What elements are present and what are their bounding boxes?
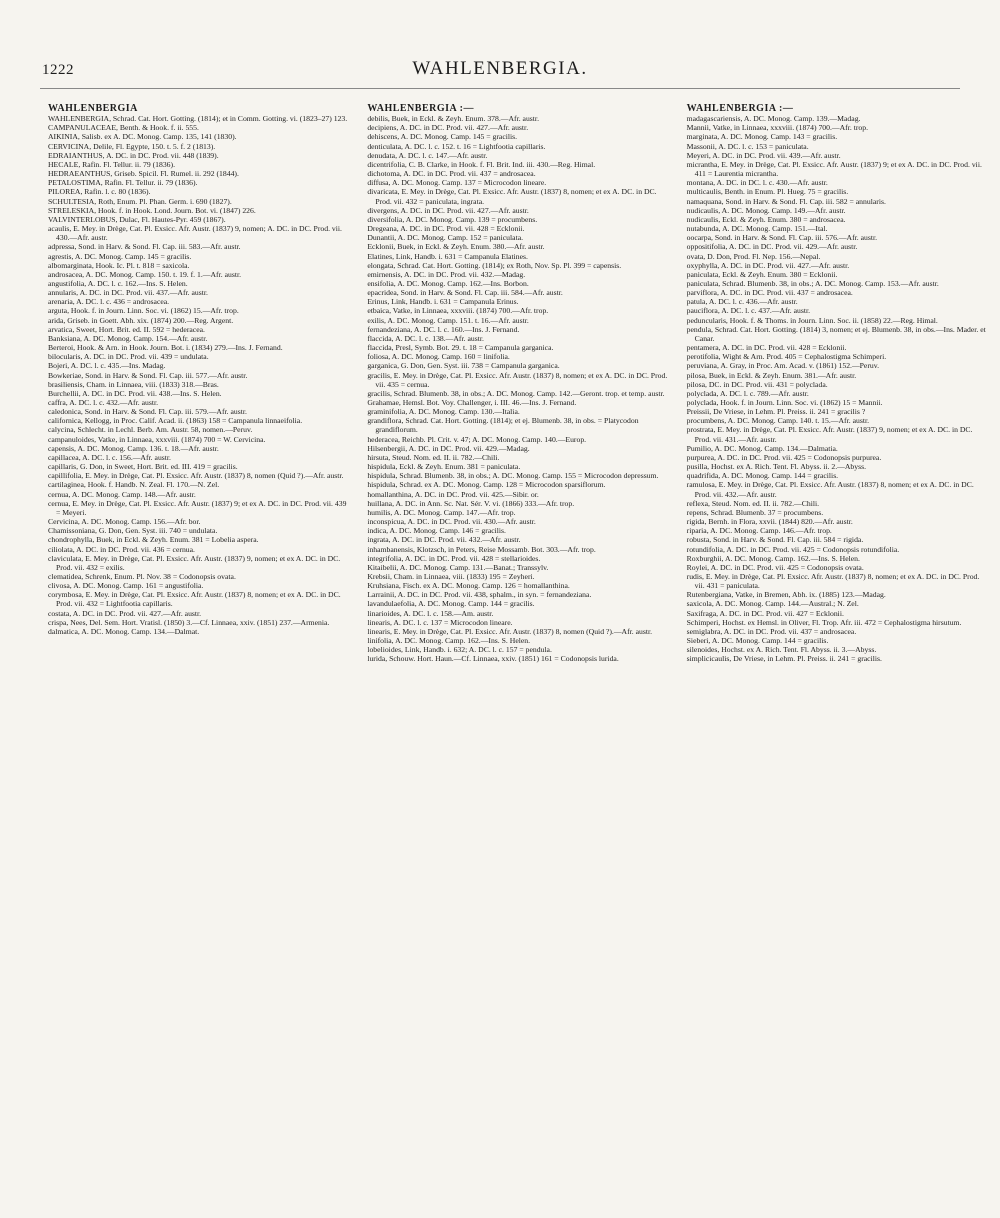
index-entry: dalmatica, A. DC. Monog. Camp. 134.—Dalmat.	[48, 626, 200, 636]
index-entry: Larrainii, A. DC. in DC. Prod. vii. 438, sphalm., in syn. = fernandeziana.	[367, 590, 592, 600]
index-entry: clematidea, Schrenk, Enum. Pl. Nov. 38 = Codonopsis ovata.	[48, 571, 236, 581]
index-entry: adpressa, Sond. in Harv. & Sond. Fl. Cap. iii. 583.—Afr. austr.	[48, 242, 241, 252]
index-entry: homallanthina, A. DC. in DC. Prod. vii. 425.—Sibir. or.	[367, 489, 539, 499]
index-entry: prostrata, E. Mey. in Drège, Cat. Pl. Exsicc. Afr. Austr. (1837) 9, nomen; et ex A. DC. in DC. Prod. vii. 431.—Afr. austr.	[686, 425, 973, 444]
index-entry: angustifolia, A. DC. l. c. 162.—Ins. S. Helen.	[48, 278, 188, 288]
index-entry: Sieberi, A. DC. Monog. Camp. 144 = gracilis.	[686, 636, 829, 646]
index-entry: denudata, A. DC. l. c. 147.—Afr. austr.	[367, 150, 488, 160]
index-entry: oxyphylla, A. DC. in DC. Prod. vii. 427.—Afr. austr.	[686, 260, 850, 270]
index-entry: Burchellii, A. DC. in DC. Prod. vii. 438.—Ins. S. Helen.	[48, 388, 222, 398]
index-entry: divaricata, E. Mey. in Drège, Cat. Pl. Exsicc. Afr. Austr. (1837) 8, nomen; et ex A. DC. in DC. Prod. vii. 432 = paniculata, ingrata.	[367, 187, 657, 206]
index-entry: nudicaulis, Eckl. & Zeyh. Enum. 380 = androsacea.	[686, 214, 846, 224]
index-entry: repens, Schrad. Blumenb. 37 = procumbens.	[686, 507, 824, 517]
index-entry: lurida, Schouw. Hort. Haun.—Cf. Linnaea, xxiv. (1851) 161 = Codonopsis lurida.	[367, 654, 619, 664]
index-entry: patula, A. DC. l. c. 436.—Afr. austr.	[686, 297, 798, 307]
index-entry: polyclada, Hook. f. in Journ. Linn. Soc. vi. (1862) 15 = Mannii.	[686, 398, 883, 407]
index-entry: integrifolia, A. DC. in DC. Prod. vii. 428 = stellarioides.	[367, 553, 541, 563]
index-entry: Pumilio, A. DC. Monog. Camp. 134.—Dalmatia.	[686, 443, 838, 453]
index-entry: simplicicaulis, De Vriese, in Lehm. Pl. Preiss. ii. 241 = gracilis.	[686, 654, 882, 664]
index-entry: Banksiana, A. DC. Monog. Camp. 154.—Afr. austr.	[48, 333, 208, 343]
index-entry: marginata, A. DC. Monog. Camp. 143 = gracilis.	[686, 132, 838, 142]
index-entry: Krebsii, Cham. in Linnaea, viii. (1833) 195 = Zeyheri.	[367, 571, 535, 581]
index-entry: californica, Kellogg, in Proc. Calif. Acad. ii. (1863) 158 = Campanula linnaeifolia.	[48, 416, 303, 426]
index-entry: graminifolia, A. DC. Monog. Camp. 130.—Italia.	[367, 407, 520, 417]
index-entry: huillana, A. DC. in Ann. Sc. Nat. Sér. V. vi. (1866) 333.—Afr. trop.	[367, 498, 575, 508]
column-heading: WAHLENBERGIA	[48, 103, 138, 114]
index-entry: Mannii, Vatke, in Linnaea, xxxviii. (1874) 700.—Afr. trop.	[686, 123, 868, 133]
index-entry: riparia, A. DC. Monog. Camp. 146.—Afr. trop.	[686, 526, 832, 536]
index-entry: denticulata, A. DC. l. c. 152. t. 16 = Lightfootia capillaris.	[367, 141, 546, 151]
index-entry: rigida, Bernh. in Flora, xxvii. (1844) 820.—Afr. austr.	[686, 517, 853, 527]
index-entry: paniculata, Schrad. Blumenb. 38, in obs.; A. DC. Monog. Camp. 153.—Afr. austr.	[686, 278, 939, 288]
index-entry: WAHLENBERGIA, Schrad. Cat. Hort. Gotting. (1814); et in Comm. Gotting. vi. (1823–27) 123.	[48, 114, 348, 124]
index-entry: micrantha, E. Mey. in Drège, Cat. Pl. Exsicc. Afr. Austr. (1837) 9; et ex A. DC. in DC. Prod. vii. 411 = Laurentia micrantha.	[686, 159, 982, 179]
index-entry: garganica, G. Don, Gen. Syst. iii. 738 = Campanula garganica.	[367, 361, 560, 371]
index-entry: ensifolia, A. DC. Monog. Camp. 162.—Ins. Borbon.	[367, 278, 529, 288]
index-entry: gracilis, Schrad. Blumenb. 38, in obs.; A. DC. Monog. Camp. 142.—Geront. trop. et temp. austr.	[367, 388, 665, 398]
index-entry: Dregeana, A. DC. in DC. Prod. vii. 428 = Ecklonii.	[367, 224, 525, 234]
index-entry: Preissii, De Vriese, in Lehm. Pl. Preiss. ii. 241 = gracilis ?	[686, 407, 866, 417]
running-head: WAHLENBERGIA.	[412, 58, 588, 79]
index-entry: Bojeri, A. DC. l. c. 435.—Ins. Madag.	[48, 361, 166, 371]
index-entry: CERVICINA, Delile, Fl. Egypte, 150. t. 5. f. 2 (1813).	[48, 141, 216, 151]
index-entry: flaccida, A. DC. l. c. 138.—Afr. austr.	[367, 333, 484, 343]
index-entry: CAMPANULACEAE, Benth. & Hook. f. ii. 555.	[48, 123, 199, 133]
index-entry: diversifolia, A. DC. Monog. Camp. 139 = procumbens.	[367, 214, 538, 224]
index-entry: ciliolata, A. DC. in DC. Prod. vii. 436 = cernua.	[48, 544, 195, 554]
index-entry: arenaria, A. DC. l. c. 436 = androsacea.	[48, 297, 170, 307]
index-entry: linifolia, A. DC. Monog. Camp. 162.—Ins. S. Helen.	[367, 636, 531, 646]
index-entry: annularis, A. DC. in DC. Prod. vii. 437.—Afr. austr.	[48, 288, 208, 298]
index-entry: albomarginata, Hook. Ic. Pl. t. 818 = saxicola.	[48, 260, 190, 270]
index-entry: rudis, E. Mey. in Drège, Cat. Pl. Exsicc. Afr. Austr. (1837) 8, nomen; et ex A. DC. in DC. Prod. vii. 431 = paniculata.	[686, 571, 980, 591]
index-entry: Dunantii, A. DC. Monog. Camp. 152 = paniculata.	[367, 233, 524, 243]
header-rule	[40, 88, 960, 89]
index-entry: perotifolia, Wight & Arn. Prod. 405 = Cephalostigma Schimperi.	[686, 352, 887, 362]
index-entry: foliosa, A. DC. Monog. Camp. 160 = linifolia.	[367, 352, 510, 362]
index-entry: arguta, Hook. f. in Journ. Linn. Soc. vi. (1862) 15.—Afr. trop.	[48, 306, 239, 316]
index-entry: grandiflora, Schrad. Cat. Hort. Gotting. (1814); et ej. Blumenb. 38, in obs. = Platycodon grandiflorum.	[367, 416, 639, 435]
index-entry: ingrata, A. DC. in DC. Prod. vii. 432.—Afr. austr.	[367, 535, 521, 545]
index-entry: nudicaulis, A. DC. Monog. Camp. 149.—Afr. austr.	[686, 205, 846, 215]
index-entry: capillacea, A. DC. l. c. 156.—Afr. austr.	[48, 452, 171, 462]
index-entry: EDRAIANTHUS, A. DC. in DC. Prod. vii. 448 (1839).	[48, 150, 219, 160]
index-entry: hederacea, Reichb. Pl. Crit. v. 47; A. DC. Monog. Camp. 140.—Europ.	[367, 434, 587, 444]
index-entry: brasiliensis, Cham. in Linnaea, viii. (1833) 318.—Bras.	[48, 379, 219, 389]
index-entry: divergens, A. DC. in DC. Prod. vii. 427.—Afr. austr.	[367, 205, 529, 215]
index-entry: Ecklonii, Buek, in Eckl. & Zeyh. Enum. 380.—Afr. austr.	[367, 242, 545, 252]
index-entry: emirnensis, A. DC. in DC. Prod. vii. 432.—Madag.	[367, 269, 526, 279]
index-entry: SCHULTESIA, Roth, Enum. Pl. Phan. Germ. i. 690 (1827).	[48, 196, 232, 206]
index-entry: Elatines, Link, Handb. i. 631 = Campanula Elatines.	[367, 251, 528, 261]
index-entry: etbaica, Vatke, in Linnaea, xxxviii. (1874) 700.—Afr. trop.	[367, 306, 549, 316]
index-entry: caledonica, Sond. in Harv. & Sond. Fl. Cap. iii. 579.—Afr. austr.	[48, 407, 247, 417]
index-entry: lobelioides, Link, Handb. i. 632; A. DC. l. c. 157 = pendula.	[367, 645, 552, 655]
index-entry: hispidula, Schrad. ex A. DC. Monog. Camp. 128 = Microcodon sparsiflorum.	[367, 480, 606, 490]
index-entry: pilosa, DC. in DC. Prod. vii. 431 = polyclada.	[686, 379, 828, 389]
index-entry: cernua, A. DC. Monog. Camp. 148.—Afr. austr.	[48, 489, 196, 499]
index-entry: reflexa, Steud. Nom. ed. II. ii. 782.—Chili.	[686, 498, 820, 508]
index-entry: Chamissoniana, G. Don, Gen. Syst. iii. 740 = undulata.	[48, 526, 218, 536]
index-entry: diffusa, A. DC. Monog. Camp. 137 = Microcodon lineare.	[367, 178, 547, 188]
index-entry: inconspicua, A. DC. in DC. Prod. vii. 430.—Afr. austr.	[367, 517, 536, 527]
index-entry: capensis, A. DC. Monog. Camp. 136. t. 18.—Afr. austr.	[48, 443, 219, 453]
index-entry: Berteroi, Hook. & Arn. in Hook. Journ. Bot. i. (1834) 279.—Ins. J. Fernand.	[48, 343, 283, 353]
index-entry: Massonii, A. DC. l. c. 153 = paniculata.	[686, 141, 809, 151]
index-entry: montana, A. DC. in DC. l. c. 430.—Afr. austr.	[686, 178, 828, 188]
index-entry: multicaulis, Benth. in Enum. Pl. Hueg. 75 = gracilis.	[686, 187, 849, 197]
index-entry: namaquana, Sond. in Harv. & Sond. Fl. Cap. iii. 582 = annularis.	[686, 196, 886, 206]
index-entry: capillaris, G. Don, in Sweet, Hort. Brit. ed. III. 419 = gracilis.	[48, 462, 238, 472]
index-entry: claviculata, E. Mey. in Drège, Cat. Pl. Exsicc. Afr. Austr. (1837) 9, nomen; et ex A. DC. in DC. Prod. vii. 432 = exilis.	[48, 553, 341, 572]
index-entry: purpurea, A. DC. in DC. Prod. vii. 425 = Codonopsis purpurea.	[686, 452, 882, 462]
index-entry: capillifolia, E. Mey. in Drège, Cat. Pl. Exsicc. Afr. Austr. (1837) 8, nomen (Quid ?).—Afr. austr.	[48, 471, 344, 481]
column-2	[367, 104, 668, 664]
index-entry: Kruhsiana, Fisch. ex A. DC. Monog. Camp. 126 = homallanthina.	[367, 581, 570, 591]
index-entry: pendula, Schrad. Cat. Hort. Gotting. (1814) 3, nomen; et ej. Blumenb. 38, in obs.—Ins. Mader. et Canar.	[686, 324, 986, 343]
index-entry: HECALE, Rafin. Fl. Tellur. ii. 79 (1836).	[48, 159, 176, 169]
index-entry: VALVINTERLOBUS, Dulac, Fl. Hautes-Pyr. 459 (1867).	[48, 214, 226, 224]
index-entry: indica, A. DC. Monog. Camp. 146 = gracilis.	[367, 526, 506, 536]
column-3	[687, 104, 988, 664]
index-entry: HEDRAEANTHUS, Griseb. Spicil. Fl. Rumel. ii. 292 (1844).	[48, 169, 239, 179]
index-entry: Erinus, Link, Handb. i. 631 = Campanula Erinus.	[367, 297, 519, 307]
index-entry: Rutenbergiana, Vatke, in Bremen, Abh. ix. (1885) 123.—Madag.	[686, 590, 886, 600]
index-entry: humilis, A. DC. Monog. Camp. 147.—Afr. trop.	[367, 507, 516, 517]
index-entry: gracilis, E. Mey. in Drège, Cat. Pl. Exsicc. Afr. Austr. (1837) 8, nomen; et ex A. DC. in DC. Prod. vii. 435 = cernua.	[367, 370, 668, 389]
index-entry: semiglabra, A. DC. in DC. Prod. vii. 437 = androsacea.	[686, 626, 857, 636]
column-heading: WAHLENBERGIA :—	[686, 103, 794, 114]
index-entry: procumbens, A. DC. Monog. Camp. 140. t. 15.—Afr. austr.	[686, 416, 870, 426]
index-entry: decipiens, A. DC. in DC. Prod. vii. 427.—Afr. austr.	[367, 123, 529, 133]
index-entry: arvatica, Sweet, Hort. Brit. ed. II. 592 = hederacea.	[48, 324, 205, 334]
index-entry: dicentrifolia, C. B. Clarke, in Hook. f. Fl. Brit. Ind. iii. 430.—Reg. Himal.	[367, 159, 596, 169]
index-entry: peruviana, A. Gray, in Proc. Am. Acad. v. (1861) 152.—Peruv.	[686, 361, 880, 371]
index-entry: androsacea, A. DC. Monog. Camp. 150. t. 19. f. 1.—Afr. austr.	[48, 269, 242, 279]
index-entry: Schimperi, Hochst. ex Hemsl. in Oliver, Fl. Trop. Afr. iii. 472 = Cephalostigma hirsutum.	[686, 617, 962, 627]
index-entry: ovata, D. Don, Prod. Fl. Nep. 156.—Nepal.	[686, 251, 821, 261]
index-entry: campanuloides, Vatke, in Linnaea, xxxviii. (1874) 700 = W. Cervicina.	[48, 434, 266, 444]
index-entry: nutabunda, A. DC. Monog. Camp. 151.—Ital.	[686, 224, 828, 234]
index-entry: silenoides, Hochst. ex A. Rich. Tent. Fl. Abyss. ii. 3.—Abyss.	[686, 645, 877, 655]
index-entry: lavandulaefolia, A. DC. Monog. Camp. 144 = gracilis.	[367, 599, 535, 609]
index-entry: Grahamae, Hemsl. Bot. Voy. Challenger, i. III. 46.—Ins. J. Fernand.	[367, 398, 577, 407]
index-entry: linearis, A. DC. l. c. 137 = Microcodon lineare.	[367, 617, 513, 627]
index-entry: exilis, A. DC. Monog. Camp. 151. t. 16.—Afr. austr.	[367, 315, 529, 325]
index-entry: acaulis, E. Mey. in Drège, Cat. Pl. Exsicc. Afr. Austr. (1837) 9, nomen; A. DC. in DC. Prod. vii. 430.—Afr. austr.	[48, 224, 342, 243]
index-entry: dehiscens, A. DC. Monog. Camp. 145 = gracilis.	[367, 132, 518, 142]
index-entry: costata, A. DC. in DC. Prod. vii. 427.—Afr. austr.	[48, 608, 202, 618]
index-entry: Saxifraga, A. DC. in DC. Prod. vii. 427 = Ecklonii.	[686, 608, 844, 618]
index-entry: calycina, Schlecht. in Lechl. Berb. Am. Austr. 58, nomen.—Peruv.	[48, 425, 253, 435]
index-entry: paniculata, Eckl. & Zeyh. Enum. 380 = Ecklonii.	[686, 269, 838, 279]
index-entry: cernua, E. Mey. in Drège, Cat. Pl. Exsicc. Afr. Austr. (1837) 9; et ex A. DC. in DC. Prod. vii. 439 = Meyeri.	[48, 498, 347, 517]
index-entry: linearis, E. Mey. in Drège, Cat. Pl. Exsicc. Afr. Austr. (1837) 8, nomen (Quid ?).—Afr. austr.	[367, 626, 653, 636]
index-entry: pauciflora, A. DC. l. c. 437.—Afr. austr.	[686, 306, 811, 316]
index-entry: parviflora, A. DC. in DC. Prod. vii. 437 = androsacea.	[686, 288, 853, 298]
index-entry: Bowkeriae, Sond. in Harv. & Sond. Fl. Cap. iii. 577.—Afr. austr.	[48, 370, 248, 380]
index-entry: quadrifida, A. DC. Monog. Camp. 144 = gracilis.	[686, 471, 839, 481]
index-entry: oppositifolia, A. DC. in DC. Prod. vii. 429.—Afr. austr.	[686, 242, 858, 252]
index-entry: rotundifolia, A. DC. in DC. Prod. vii. 425 = Codonopsis rotundifolia.	[686, 544, 900, 554]
index-entry: Kitaibelii, A. DC. Monog. Camp. 131.—Banat.; Transsylv.	[367, 562, 549, 572]
index-entry: crispa, Nees, Del. Sem. Hort. Vratisl. (1850) 3.—Cf. Linnaea, xxiv. (1851) 237.—Armenia.	[48, 617, 330, 627]
index-entry: ramulosa, E. Mey. in Drège, Cat. Pl. Exsicc. Afr. Austr. (1837) 8, nomen; et ex A. DC. in DC. Prod. vii. 432.—Afr. austr.	[686, 480, 974, 499]
index-entry: peduncularis, Hook. f. & Thoms. in Journ. Linn. Soc. ii. (1858) 22.—Reg. Himal.	[686, 315, 938, 325]
index-entry: Roylei, A. DC. in DC. Prod. vii. 425 = Codonopsis ovata.	[686, 562, 864, 572]
index-entry: dichotoma, A. DC. in DC. Prod. vii. 437 = androsacea.	[367, 169, 536, 179]
index-entry: elongata, Schrad. Cat. Hort. Gotting. (1814); ex Roth, Nov. Sp. Pl. 399 = capensis.	[367, 260, 622, 270]
index-entry: fernandeziana, A. DC. l. c. 160.—Ins. J. Fernand.	[367, 324, 520, 334]
index-entry: oocarpa, Sond. in Harv. & Sond. Fl. Cap. iii. 576.—Afr. austr.	[686, 233, 878, 243]
index-entry: Roxburghii, A. DC. Monog. Camp. 162.—Ins. S. Helen.	[686, 553, 860, 563]
index-entry: arida, Griseb. in Goett. Abh. xix. (1874) 200.—Reg. Argent.	[48, 315, 234, 325]
index-entry: madagascariensis, A. DC. Monog. Camp. 139.—Madag.	[686, 114, 861, 124]
index-entry: clivosa, A. DC. Monog. Camp. 161 = angustifolia.	[48, 581, 204, 591]
index-entry: pusilla, Hochst. ex A. Rich. Tent. Fl. Abyss. ii. 2.—Abyss.	[686, 462, 866, 472]
index-entry: Cervicina, A. DC. Monog. Camp. 156.—Afr. bor.	[48, 517, 201, 527]
column-heading: WAHLENBERGIA :—	[367, 103, 475, 114]
index-entry: corymbosa, E. Mey. in Drège, Cat. Pl. Exsicc. Afr. Austr. (1837) 8, nomen; et ex A. DC. in DC. Prod. vii. 432 = Lightfootia capillaris.	[48, 590, 341, 609]
index-entry: AIKINIA, Salisb. ex A. DC. Monog. Camp. 135, 141 (1830).	[48, 132, 237, 142]
page-number: 1222	[42, 62, 74, 78]
index-entry: epacridea, Sond. in Harv. & Sond. Fl. Cap. iii. 584.—Afr. austr.	[367, 288, 563, 298]
index-entry: PETALOSTIMA, Rafin. Fl. Tellur. ii. 79 (1836).	[48, 178, 198, 188]
index-entry: hispidula, Eckl. & Zeyh. Enum. 381 = paniculata.	[367, 462, 521, 472]
index-entry: saxicola, A. DC. Monog. Camp. 144.—Austral.; N. Zel.	[686, 599, 859, 609]
index-entry: pentamera, A. DC. in DC. Prod. vii. 428 = Ecklonii.	[686, 343, 847, 353]
index-entry: cartilaginea, Hook. f. Handb. N. Zeal. Fl. 170.—N. Zel.	[48, 480, 220, 490]
index-entry: PILOREA, Rafin. l. c. 80 (1836).	[48, 187, 151, 197]
index-entry: agrestis, A. DC. Monog. Camp. 145 = gracilis.	[48, 251, 192, 261]
index-entry: bilocularis, A. DC. in DC. Prod. vii. 439 = undulata.	[48, 352, 209, 362]
index-entry: pilosa, Buek, in Eckl. & Zeyh. Enum. 381.—Afr. austr.	[686, 370, 857, 380]
index-entry: chondrophylla, Buek, in Eckl. & Zeyh. Enum. 381 = Lobelia aspera.	[48, 535, 259, 545]
index-entry: STRELESKIA, Hook. f. in Hook. Lond. Journ. Bot. vi. (1847) 226.	[48, 205, 256, 215]
index-entry: inhambanensis, Klotzsch, in Peters, Reise Mossamb. Bot. 303.—Afr. trop.	[367, 544, 596, 554]
index-entry: flaccida, Presl, Symb. Bot. 29. t. 18 = Campanula garganica.	[367, 343, 554, 353]
index-entry: hispidula, Schrad. Blumenb. 38, in obs.; A. DC. Monog. Camp. 155 = Microcodon depressum.	[367, 471, 659, 481]
index-entry: Meyeri, A. DC. in DC. Prod. vii. 439.—Afr. austr.	[686, 150, 841, 160]
index-entry: hirsuta, Steud. Nom. ed. II. ii. 782.—Chili.	[367, 452, 500, 462]
index-columns	[48, 104, 988, 664]
index-entry: polyclada, A. DC. l. c. 789.—Afr. austr.	[686, 388, 809, 398]
column-1	[48, 104, 349, 664]
index-entry: debilis, Buek, in Eckl. & Zeyh. Enum. 378.—Afr. austr.	[367, 114, 539, 124]
index-entry: linarioides, A. DC. l. c. 158.—Am. austr.	[367, 608, 494, 618]
index-entry: caffra, A. DC. l. c. 432.—Afr. austr.	[48, 398, 159, 407]
index-entry: robusta, Sond. in Harv. & Sond. Fl. Cap. iii. 584 = rigida.	[686, 535, 864, 545]
index-entry: Hilsenbergii, A. DC. in DC. Prod. vii. 429.—Madag.	[367, 443, 530, 453]
